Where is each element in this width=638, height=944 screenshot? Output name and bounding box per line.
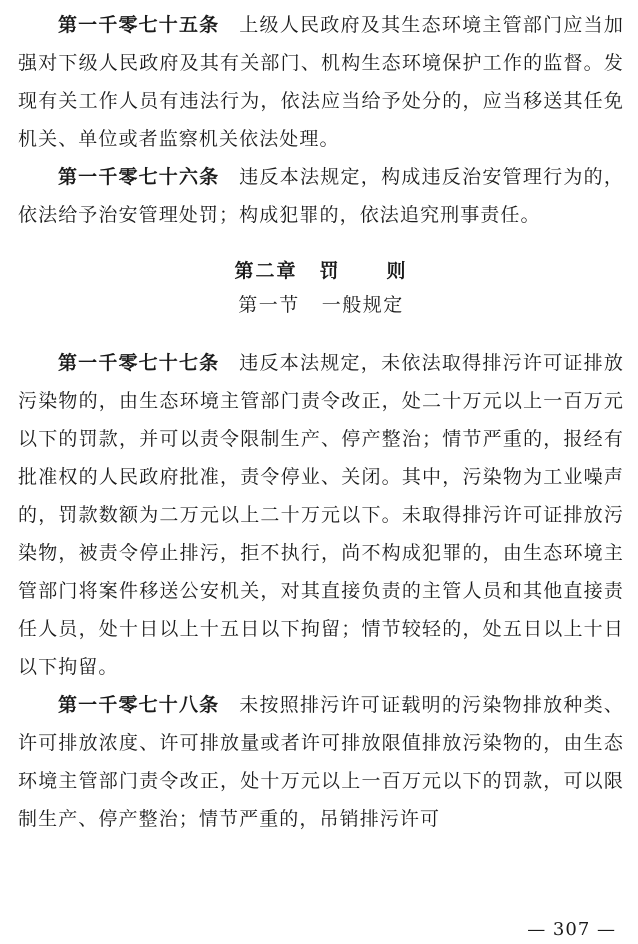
chapter-heading (18, 254, 624, 288)
chapter-number: 第二章 (234, 260, 298, 282)
page-number: — 307 — (527, 919, 616, 940)
article-number: 第一千零七十七条 (58, 352, 220, 374)
article-text: 违反本法规定，构成违反治安管理行为的，依法给予治安管理处罚；构成犯罪的，依法追究刑事责任。 (18, 166, 624, 226)
article-text: 未按照排污许可证载明的污染物排放种类、许可排放浓度、许可排放量或者许可排放限值排放污染物的，由生态环境主管部门责令改正，处十万元以上一百万元以下的罚款，可以限制生产、停产整治；情节严重的，吊销排污许可 (18, 694, 624, 830)
article-number: 第一千零七十五条 (58, 14, 220, 36)
article-number: 第一千零七十六条 (58, 166, 220, 188)
chapter-title-part2: 则 (386, 260, 408, 282)
article-1076 (18, 158, 624, 234)
article-1075 (18, 6, 624, 158)
section-title: 一般规定 (321, 294, 404, 316)
section-number: 第一节 (238, 294, 300, 316)
article-number: 第一千零七十八条 (58, 694, 220, 716)
section-heading (18, 288, 624, 322)
article-1077 (18, 344, 624, 686)
article-text: 违反本法规定，未依法取得排污许可证排放污染物的，由生态环境主管部门责令改正，处二十万元以上一百万元以下的罚款，并可以责令限制生产、停产整治；情节严重的，报经有批准权的人民政府批准，责令停业、关闭。其中，污染物为工业噪声的，罚款数额为二万元以上二十万元以下。未取得排污许可证排放污染物，被责令停止排污，拒不执行，尚不构成犯罪的，由生态环境主管部门将案件移送公安机关，对其直接负责的主管人员和其他直接责任人员，处十日以上十五日以下拘留；情节较轻的，处五日以上十日以下拘留。 (18, 352, 624, 678)
article-text: 上级人民政府及其生态环境主管部门应当加强对下级人民政府及其有关部门、机构生态环境保护工作的监督。发现有关工作人员有违法行为，依法应当给予处分的，应当移送其任免机关、单位或者监察机关依法处理。 (18, 14, 624, 150)
chapter-title-part1: 罚 (319, 260, 341, 282)
document-page (18, 6, 624, 838)
article-1078 (18, 686, 624, 838)
